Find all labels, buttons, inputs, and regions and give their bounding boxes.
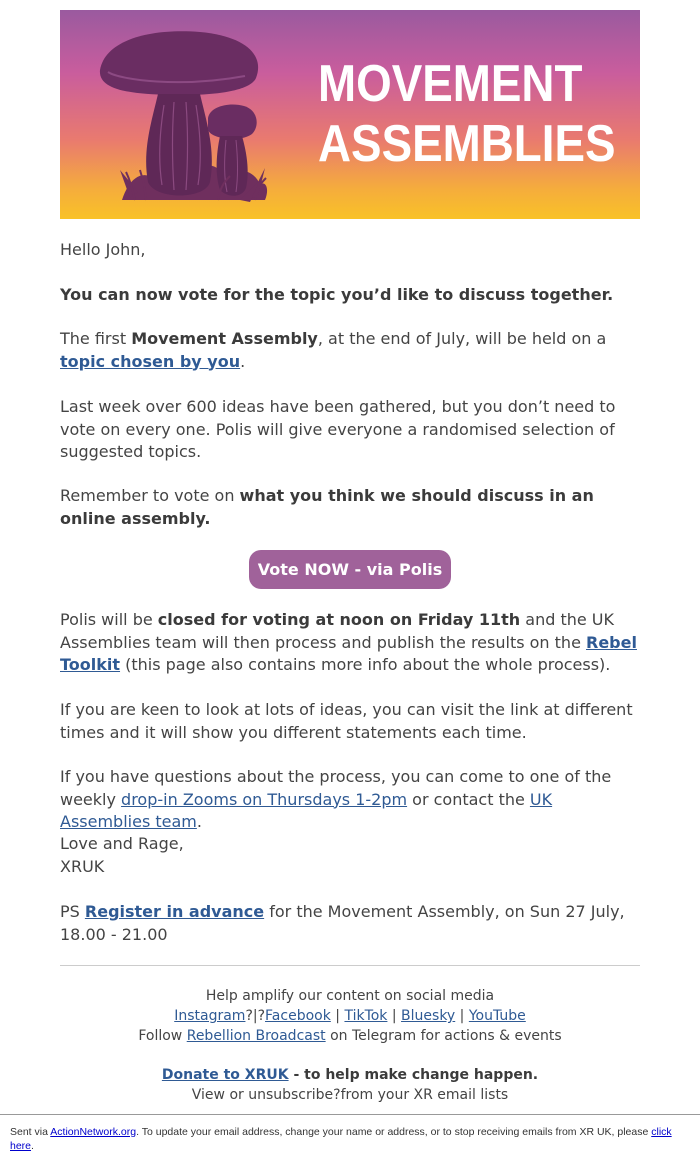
hero-banner	[60, 10, 640, 219]
p6-text-c: .	[196, 812, 202, 831]
p1-text-b: , at the end of July, will be held on a	[317, 329, 607, 348]
tiktok-link[interactable]: TikTok	[344, 1008, 388, 1024]
signoff	[60, 833, 640, 878]
greeting-paragraph	[60, 239, 640, 262]
rebellion-broadcast-link[interactable]: Rebellion Broadcast	[186, 1028, 326, 1044]
bottom-text-a: Sent via	[10, 1126, 51, 1138]
youtube-link[interactable]: YouTube	[468, 1008, 526, 1024]
signoff-line-2: XRUK	[60, 856, 105, 876]
uk-assemblies-team-link[interactable]: UK Assemblies team	[60, 789, 553, 831]
vote-now-button[interactable]: Vote NOW - via Polis	[249, 550, 451, 589]
p3-bold: what you think we should discuss in an online assembly.	[60, 486, 594, 528]
questions-paragraph	[60, 766, 640, 834]
p4-text-a: Polis will be	[60, 610, 158, 629]
donate-footer	[60, 1065, 640, 1105]
bluesky-link[interactable]: Bluesky	[401, 1008, 456, 1024]
social-separator: ?|?	[245, 1008, 266, 1024]
actionnetwork-text	[10, 1125, 690, 1153]
amplify-text: Help amplify our content on social media	[205, 988, 495, 1004]
keen-text: If you are keen to look at lots of ideas, you can visit the link at different times and it will show you different statements each time.	[60, 700, 633, 742]
social-footer	[60, 986, 640, 1046]
remember-paragraph	[60, 485, 640, 530]
hero-title-line-1: MOVEMENT	[318, 55, 583, 113]
closing-paragraph	[60, 609, 640, 677]
click-here-link[interactable]: click here	[10, 1126, 672, 1152]
ps-text-b: for the Movement Assembly, on Sun 27 July, 18.00 - 21.00	[60, 902, 625, 944]
greeting: Hello John,	[60, 240, 146, 259]
follow-text-b: on Telegram for actions & events	[325, 1028, 562, 1044]
keen-paragraph	[60, 699, 640, 744]
social-separator: |	[330, 1008, 345, 1024]
register-in-advance-link[interactable]: Register in advance	[84, 902, 265, 921]
social-separator: |	[387, 1008, 402, 1024]
p4-text-c: (this page also contains more info about the whole process).	[120, 655, 611, 674]
p6-text-b: or contact the	[407, 789, 530, 809]
donate-link[interactable]: Donate to XRUK	[161, 1067, 289, 1083]
bottom-text-c: .	[31, 1140, 34, 1152]
ps-text-a: PS	[60, 902, 85, 921]
unsubscribe-text: View or unsubscribe?from your XR email lists	[191, 1087, 509, 1103]
p4-bold: closed for voting at noon on Friday 11th	[157, 610, 521, 629]
headline: You can now vote for the topic you’d like to discuss together.	[60, 285, 614, 304]
p6-text-a: If you have questions about the process, you can come to one of the weekly	[60, 767, 612, 809]
hero-title	[318, 54, 616, 174]
social-separator: |	[455, 1008, 469, 1024]
drop-in-zooms-link[interactable]: drop-in Zooms on Thursdays 1-2pm	[121, 789, 408, 809]
email-body	[60, 10, 640, 219]
p1-bold: Movement Assembly	[131, 329, 318, 348]
p4-text-b: and the UK Assemblies team will then process and publish the results on the	[60, 610, 614, 652]
p1-text-a: The first	[60, 329, 132, 348]
p1-text-c: .	[240, 351, 246, 371]
ps-paragraph	[60, 901, 640, 946]
hero-title-line-2: ASSEMBLIES	[318, 115, 616, 173]
donate-text: - to help make change happen.	[288, 1067, 539, 1083]
headline-paragraph	[60, 284, 640, 307]
actionnetwork-link[interactable]: ActionNetwork.org	[50, 1126, 137, 1138]
bottom-text-b: . To update your email address, change your name or address, or to stop receiving emails from XR UK, please	[136, 1126, 652, 1138]
follow-text-a: Follow	[138, 1028, 187, 1044]
topic-chosen-link[interactable]: topic chosen by you	[60, 351, 241, 371]
footer-divider	[60, 965, 640, 966]
social-links	[60, 1006, 640, 1026]
facebook-link[interactable]: Facebook	[265, 1008, 331, 1024]
p3-text-a: Remember to vote on	[60, 486, 240, 505]
donate-line	[60, 1065, 640, 1085]
intro-paragraph	[60, 328, 640, 373]
actionnetwork-bar	[0, 1114, 700, 1165]
rebel-toolkit-link[interactable]: Rebel Toolkit	[60, 632, 637, 674]
ideas-paragraph	[60, 396, 640, 464]
follow-line	[60, 1026, 640, 1046]
signoff-line-1: Love and Rage,	[60, 834, 184, 853]
instagram-link[interactable]: Instagram	[174, 1008, 246, 1024]
ideas-text: Last week over 600 ideas have been gathered, but you don’t need to vote on every one. Polis will give everyone a randomised selection of suggested topics.	[60, 397, 616, 461]
